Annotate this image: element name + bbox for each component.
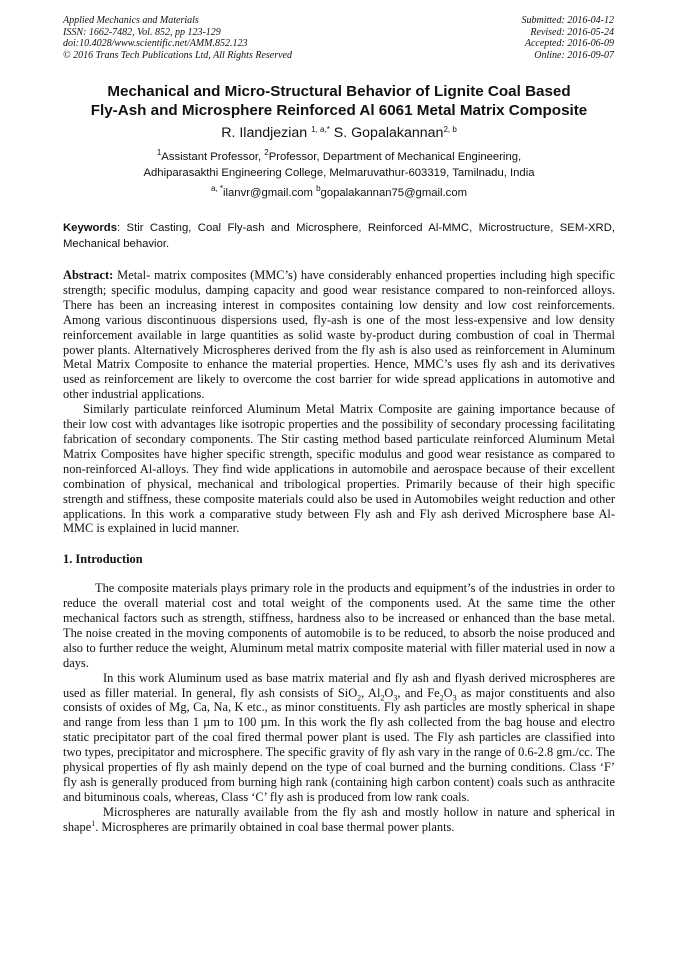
keywords-text: : Stir Casting, Coal Fly-ash and Microsphere, Reinforced Al-MMC, Microstructure, SEM-XRD, Mechanical behavior. [63,222,615,250]
keywords [63,220,615,252]
accepted-date: Accepted: 2016-06-09 [524,38,614,50]
doi-line: doi:10.4028/www.scientific.net/AMM.852.123 [63,38,248,50]
keywords-label: Keywords [63,222,117,234]
abstract-paragraph-2: Similarly particulate reinforced Aluminum Metal Matrix Composite are gaining importance because of their low cost with advantages like isotropic properties and the possibility of secondary processing facilitating fabrication of secondary components. The Stir casting method based particulate reinforced Aluminum Metal Matrix Composites have higher specific strength, specific modulus and good wear resistance as compared to non-reinforced Al-alloys. They find wide applications in automobile and aerospace because of their excellent combination of physical, mechanical and tribological properties. Primarily because of their high specific strength and stiffness, these composite materials could also be used in Automobiles weight reduction and other applications. In this work a comparative study between Fly ash and Fly ash derived Microsphere base Al-MMC is explained in lucid manner. [63,402,615,536]
intro-paragraph-1: The composite materials plays primary role in the products and equipment’s of the industries in order to reduce the overall material cost and total weight of the components used. At the same time the other mechanical factors such as strength, stiffness, hardness also to be increased or enhanced than the base metal. The noise created in the moving components of automobile is to be reduced, to absorb the noise produced and also to further reduce the weight, Aluminum metal matrix composite material with filler material used in now a days. [63,581,615,670]
affil-marker-2: 2 [264,148,269,157]
affil-role-1: Assistant Professor, [161,151,265,163]
subscript: 3 [452,693,457,703]
email-b[interactable]: gopalakannan75@gmail.com [320,187,468,199]
title-line-2: Fly-Ash and Microsphere Reinforced Al 6061 Metal Matrix Composite [90,102,588,119]
intro-p2-text-c: O [384,685,394,700]
issn-line: ISSN: 1662-7482, Vol. 852, pp 123-129 [63,26,221,38]
publication-dates [522,15,615,61]
author-1-affil: 1, a,* [311,125,330,134]
abstract-label: Abstract: [63,268,114,282]
journal-name: Applied Mechanics and Materials [63,15,199,26]
affil-marker-1: 1 [156,148,162,157]
submitted-date: Submitted: 2016-04-12 [521,15,614,26]
intro-paragraph-2 [63,671,615,805]
citation-marker: 1 [91,818,96,828]
section-heading-introduction: 1. Introduction [63,552,143,567]
paper-body [63,268,615,835]
affil-role-2: Professor, Department of Mechanical Engineering, [268,151,522,163]
intro-p3-text-b: . Microspheres are primarily obtained in coal base thermal power plants. [95,819,455,834]
intro-p2-text-a: In this work Aluminum used as base matrix material and fly ash and flyash derived microspheres are used as filler material. In general, fly ash consists of SiO [63,670,615,700]
title-line-1: Mechanical and Micro-Structural Behavior of Lignite Coal Based [107,83,571,100]
online-date: Online: 2016-09-07 [534,49,614,61]
affiliation [40,149,638,181]
author-emails [40,185,638,201]
journal-info [63,15,292,61]
subscript: 2 [357,693,362,703]
author-2-affil: 2, b [443,125,457,134]
paper-title [40,82,638,120]
affil-institution: Adhiparasakthi Engineering College, Melmaruvathur-603319, Tamilnadu, India [143,167,535,179]
email-marker-b: b [316,184,321,193]
author-1: R. Ilandjezian [221,125,308,141]
email-marker-a: a, * [210,184,223,193]
intro-p3-text-a: Microspheres are naturally available from the fly ash and mostly hollow in nature and spherical in shape [63,804,615,834]
email-a[interactable]: ilanvr@gmail.com [222,187,313,199]
copyright-line: © 2016 Trans Tech Publications Ltd, All Rights Reserved [63,49,292,61]
subscript: 2 [439,693,444,703]
intro-paragraph-3 [63,805,615,835]
subscript: 2 [380,693,385,703]
abstract-text-1: Metal- matrix composites (MMC’s) have considerably enhanced properties including high specific strength; specific modulus, damping capacity and good wear resistance compared to non-reinforced alloys. There has been an increasing interest in composites containing low density and low cost reinforcements. Among various discontinuous dispersions used, fly-ash is one of the most less-expensive and low density reinforcement available in large quantities as solid waste by-product during combustion of coal in Thermal power plants. Alternatively Microspheres derived from the fly ash is also used as reinforcement in Aluminum Metal Matrix Composite to enhance the material properties. Hence, MMC’s uses fly ash and its derivatives used as reinforcement are likely to overcome the cost barrier for wide spread applications in automotive and other industrial applications. [63,268,615,402]
intro-p2-text-d: , and Fe [397,685,440,700]
intro-p2-text-e: O [443,685,453,700]
revised-date: Revised: 2016-05-24 [530,26,614,38]
author-list [40,124,638,142]
intro-p2-text-f: as major constituents and also consists of oxides of Mg, Ca, Na, K etc., as minor constituents. Fly ash particles are mostly spherical in shape and range from less than 1 µm to 100 µm. In this work the fly ash collected from the bag house and electro static precipitator part of the coal fired thermal power plant is used. The Fly ash particles are classified into two types, precipitator and microsphere. The specific gravity of fly ash vary in the range of 0.6-2.8 gm./cc. The physical properties of fly ash mainly depend on the type of coal burned and the burning conditions. Class ‘F’ fly ash is generally produced from burning high rank (containing high carbon content) coals such as anthracite and bituminous coals, whereas, Class ‘C’ fly ash is produced from low rank coals. [63,685,616,804]
abstract-paragraph-1 [63,268,615,402]
subscript: 3 [393,693,398,703]
author-2: S. Gopalakannan [333,125,444,141]
intro-p2-text-b: , Al [361,685,381,700]
